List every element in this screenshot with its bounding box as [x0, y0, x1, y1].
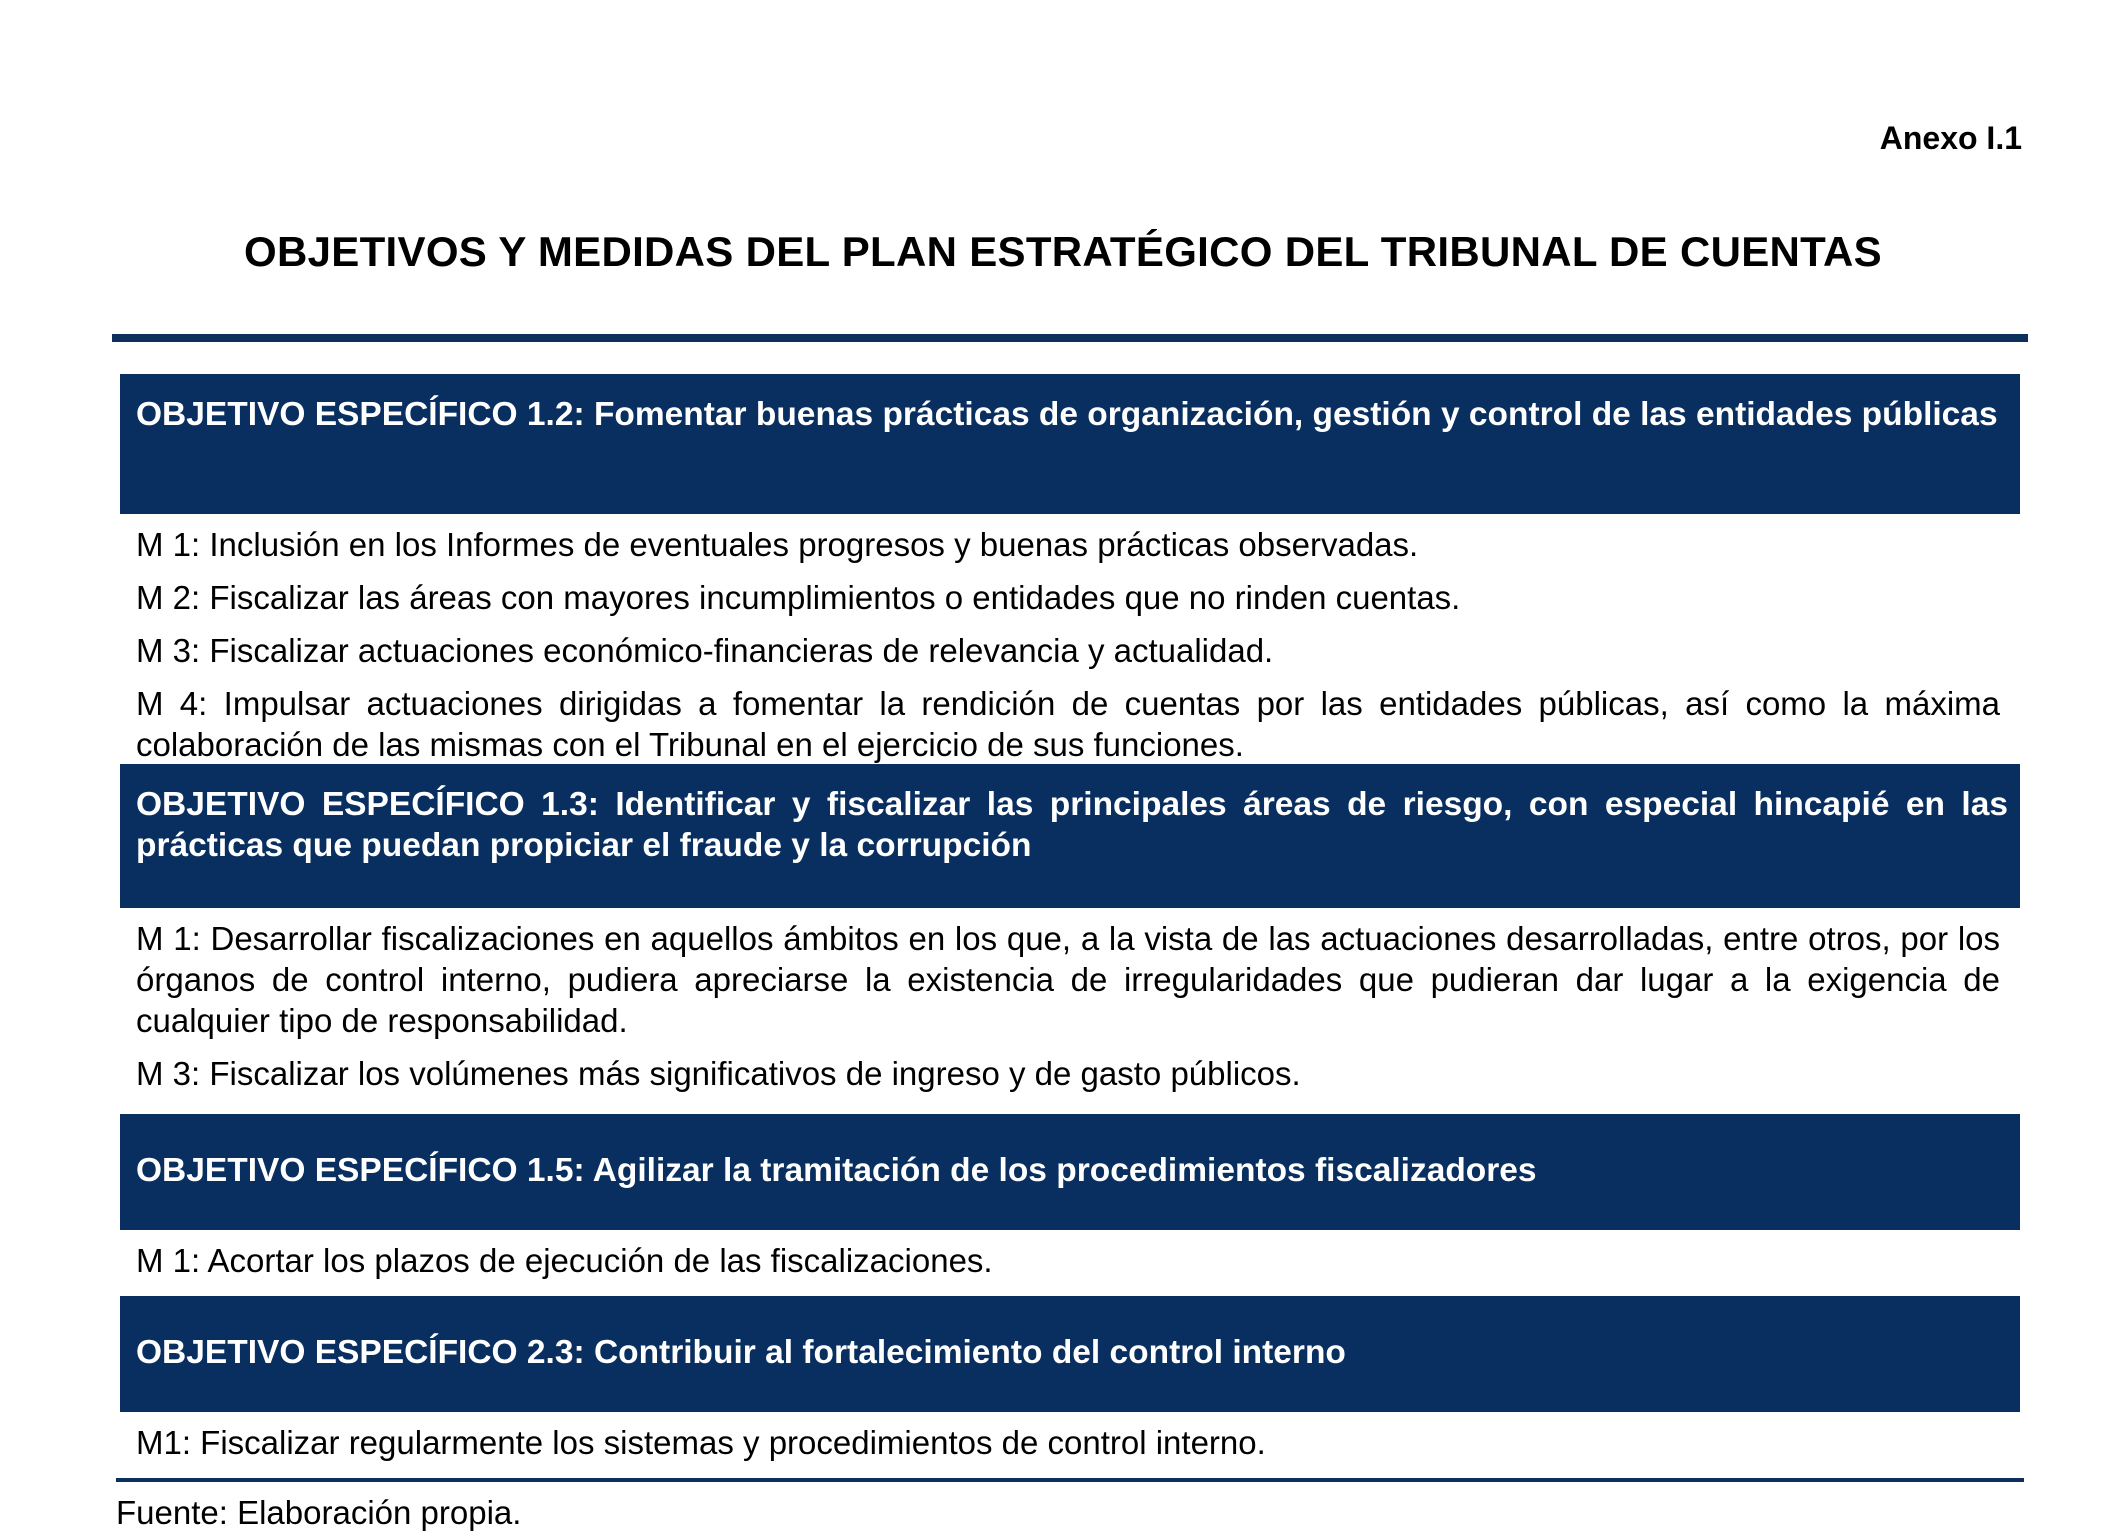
measure-item: M 4: Impulsar actuaciones dirigidas a fomentar la rendición de cuentas por las entidades públicas, así como la máxima colaboración de las mismas con el Tribunal en el ejercicio de sus funciones.	[136, 685, 2000, 763]
measures-list	[120, 908, 2020, 1114]
objective-title: OBJETIVO ESPECÍFICO 1.3: Identificar y fiscalizar las principales áreas de riesgo, con especial hincapié en las prácticas que puedan propiciar el fraude y la corrupción	[136, 786, 2008, 864]
measure-item: M 1: Inclusión en los Informes de eventuales progresos y buenas prácticas observadas.	[136, 526, 1419, 563]
objective-block	[120, 1296, 2020, 1472]
measures-list	[120, 1230, 2020, 1296]
measure-item: M 3: Fiscalizar los volúmenes más significativos de ingreso y de gasto públicos.	[136, 1055, 1301, 1092]
measure-item: M 1: Acortar los plazos de ejecución de las fiscalizaciones.	[136, 1242, 993, 1279]
page-title: OBJETIVOS Y MEDIDAS DEL PLAN ESTRATÉGICO DEL TRIBUNAL DE CUENTAS	[244, 228, 1882, 275]
measures-list	[120, 514, 2020, 764]
measures-list	[120, 1412, 2020, 1472]
objective-title: OBJETIVO ESPECÍFICO 2.3: Contribuir al fortalecimiento del control interno	[136, 1334, 1346, 1371]
annex-label: Anexo I.1	[1879, 120, 2022, 156]
objective-header	[120, 764, 2020, 908]
objective-title: OBJETIVO ESPECÍFICO 1.5: Agilizar la tramitación de los procedimientos fiscalizadores	[136, 1152, 1537, 1189]
objectives-table	[120, 374, 2020, 1472]
measure-item: M 3: Fiscalizar actuaciones económico-financieras de relevancia y actualidad.	[136, 632, 1274, 669]
measure-item: M 2: Fiscalizar las áreas con mayores incumplimientos o entidades que no rinden cuentas.	[136, 579, 1461, 616]
objective-block	[120, 764, 2020, 1114]
objective-block	[120, 374, 2020, 764]
objective-block	[120, 1114, 2020, 1296]
top-divider	[112, 334, 2028, 342]
source-note: Fuente: Elaboración propia.	[116, 1494, 522, 1531]
objective-title: OBJETIVO ESPECÍFICO 1.2: Fomentar buenas prácticas de organización, gestión y control de las entidades públicas	[136, 396, 1998, 433]
measure-item: M1: Fiscalizar regularmente los sistemas y procedimientos de control interno.	[136, 1424, 1266, 1461]
measure-item: M 1: Desarrollar fiscalizaciones en aquellos ámbitos en los que, a la vista de las actuaciones desarrolladas, entre otros, por los órganos de control interno, pudiera apreciarse la existencia de irregularidades que pudieran dar lugar a la exigencia de cualquier tipo de responsabilidad.	[136, 920, 2000, 1039]
bottom-divider	[116, 1478, 2024, 1482]
objective-header	[120, 1296, 2020, 1412]
objective-header	[120, 374, 2020, 514]
objective-header	[120, 1114, 2020, 1230]
